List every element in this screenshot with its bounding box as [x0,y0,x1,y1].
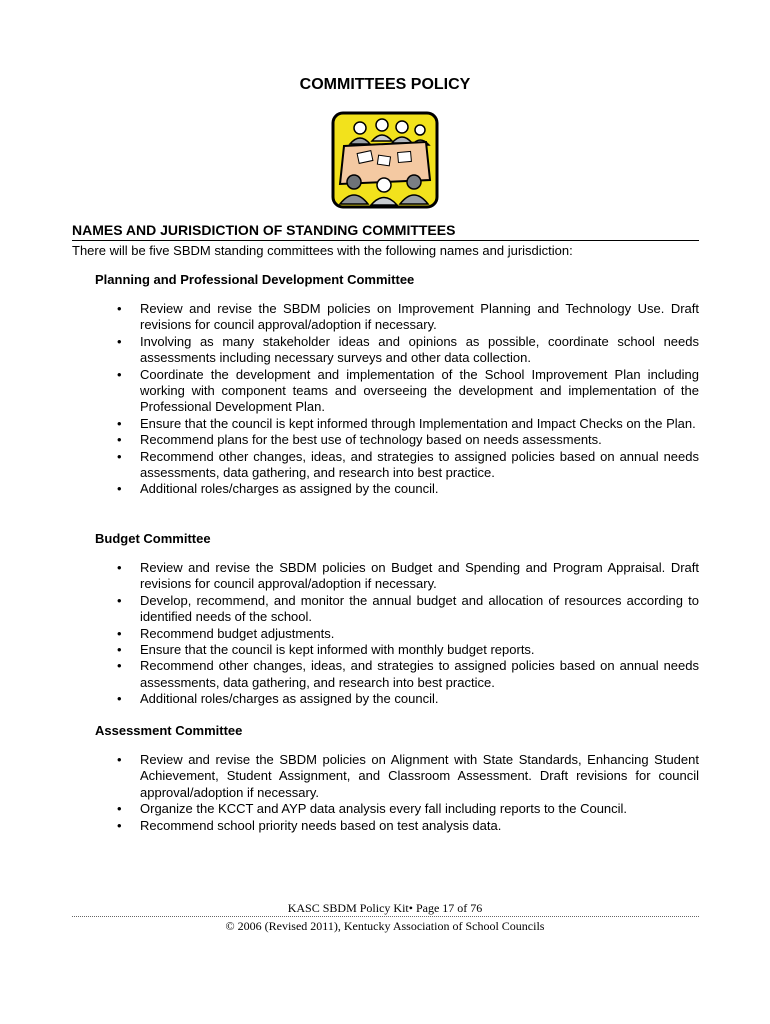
bullet-icon: • [117,817,122,833]
list-item: • Recommend other changes, ideas, and strategies to assigned policies based on annual needs assessments, data gathering, and research into best practice. [117,658,699,690]
list-item: • Review and revise the SBDM policies on Alignment with State Standards, Enhancing Student Achievement, Student Assignment, and Classroom Assessment. Draft revisions for council approval/adoption if necessary. [117,752,699,800]
list-item: • Review and revise the SBDM policies on Improvement Planning and Technology Use. Draft revisions for council approval/adoption if necessary. [117,301,699,333]
bullet-icon: • [117,333,122,349]
bullet-icon: • [117,625,122,641]
list-item: • Organize the KCCT and AYP data analysis every fall including reports to the Council. [117,801,628,817]
list-item: • Ensure that the council is kept informed with monthly budget reports. [117,642,535,658]
committee-heading: Assessment Committee [95,723,243,738]
bullet-icon: • [117,691,122,707]
section-heading: NAMES AND JURISDICTION OF STANDING COMMITTEES [72,222,699,241]
list-item: • Develop, recommend, and monitor the annual budget and allocation of resources according to identified needs of the school. [117,592,699,625]
committee-duties-list [72,752,699,834]
meeting-clipart-icon [330,110,440,210]
committee-assessment [72,723,699,834]
committee-heading: Budget Committee [95,531,211,546]
list-item: • Review and revise the SBDM policies on Budget and Spending and Program Appraisal. Draft revisions for council approval/adoption if necessary. [117,560,699,592]
list-item: • Recommend budget adjustments. [117,625,335,641]
list-item: • Involving as many stakeholder ideas and opinions as possible, coordinate school needs assessments including necessary surveys and other data collection. [117,333,699,366]
bullet-icon: • [117,366,122,382]
bullet-icon: • [117,301,122,316]
list-item: • Coordinate the development and implementation of the School Improvement Plan including working with component teams and overseeing the development and implementation of the Professional Development Plan. [117,366,699,415]
footer-divider [72,916,699,917]
list-item: • Ensure that the council is kept informed through Implementation and Impact Checks on the Plan. [117,415,696,431]
bullet-icon: • [117,448,122,464]
list-item: • Recommend plans for the best use of technology based on needs assessments. [117,432,602,448]
bullet-icon: • [117,658,122,674]
list-item: • Additional roles/charges as assigned by the council. [117,481,439,497]
list-item: • Recommend school priority needs based on test analysis data. [117,817,502,833]
committee-heading: Planning and Professional Development Committee [95,272,415,287]
committee-duties-list [72,560,699,708]
bullet-icon: • [117,560,122,575]
list-item: • Additional roles/charges as assigned by the council. [117,691,439,707]
intro-paragraph: There will be five SBDM standing committees with the following names and jurisdiction: [72,243,573,258]
footer-page-info: KASC SBDM Policy Kit• Page 17 of 76 [287,901,483,915]
bullet-icon: • [117,642,122,658]
footer-copyright: © 2006 (Revised 2011), Kentucky Association of School Councils [225,919,545,933]
bullet-icon: • [117,481,122,497]
bullet-icon: • [117,752,122,767]
committee-budget [72,531,699,708]
page-title: COMMITTEES POLICY [299,76,471,93]
committee-planning [72,272,699,498]
bullet-icon: • [117,592,122,608]
committee-duties-list [72,301,699,498]
bullet-icon: • [117,801,122,817]
bullet-icon: • [117,432,122,448]
bullet-icon: • [117,415,122,431]
list-item: • Recommend other changes, ideas, and strategies to assigned policies based on annual needs assessments, data gathering, and research into best practice. [117,448,699,481]
